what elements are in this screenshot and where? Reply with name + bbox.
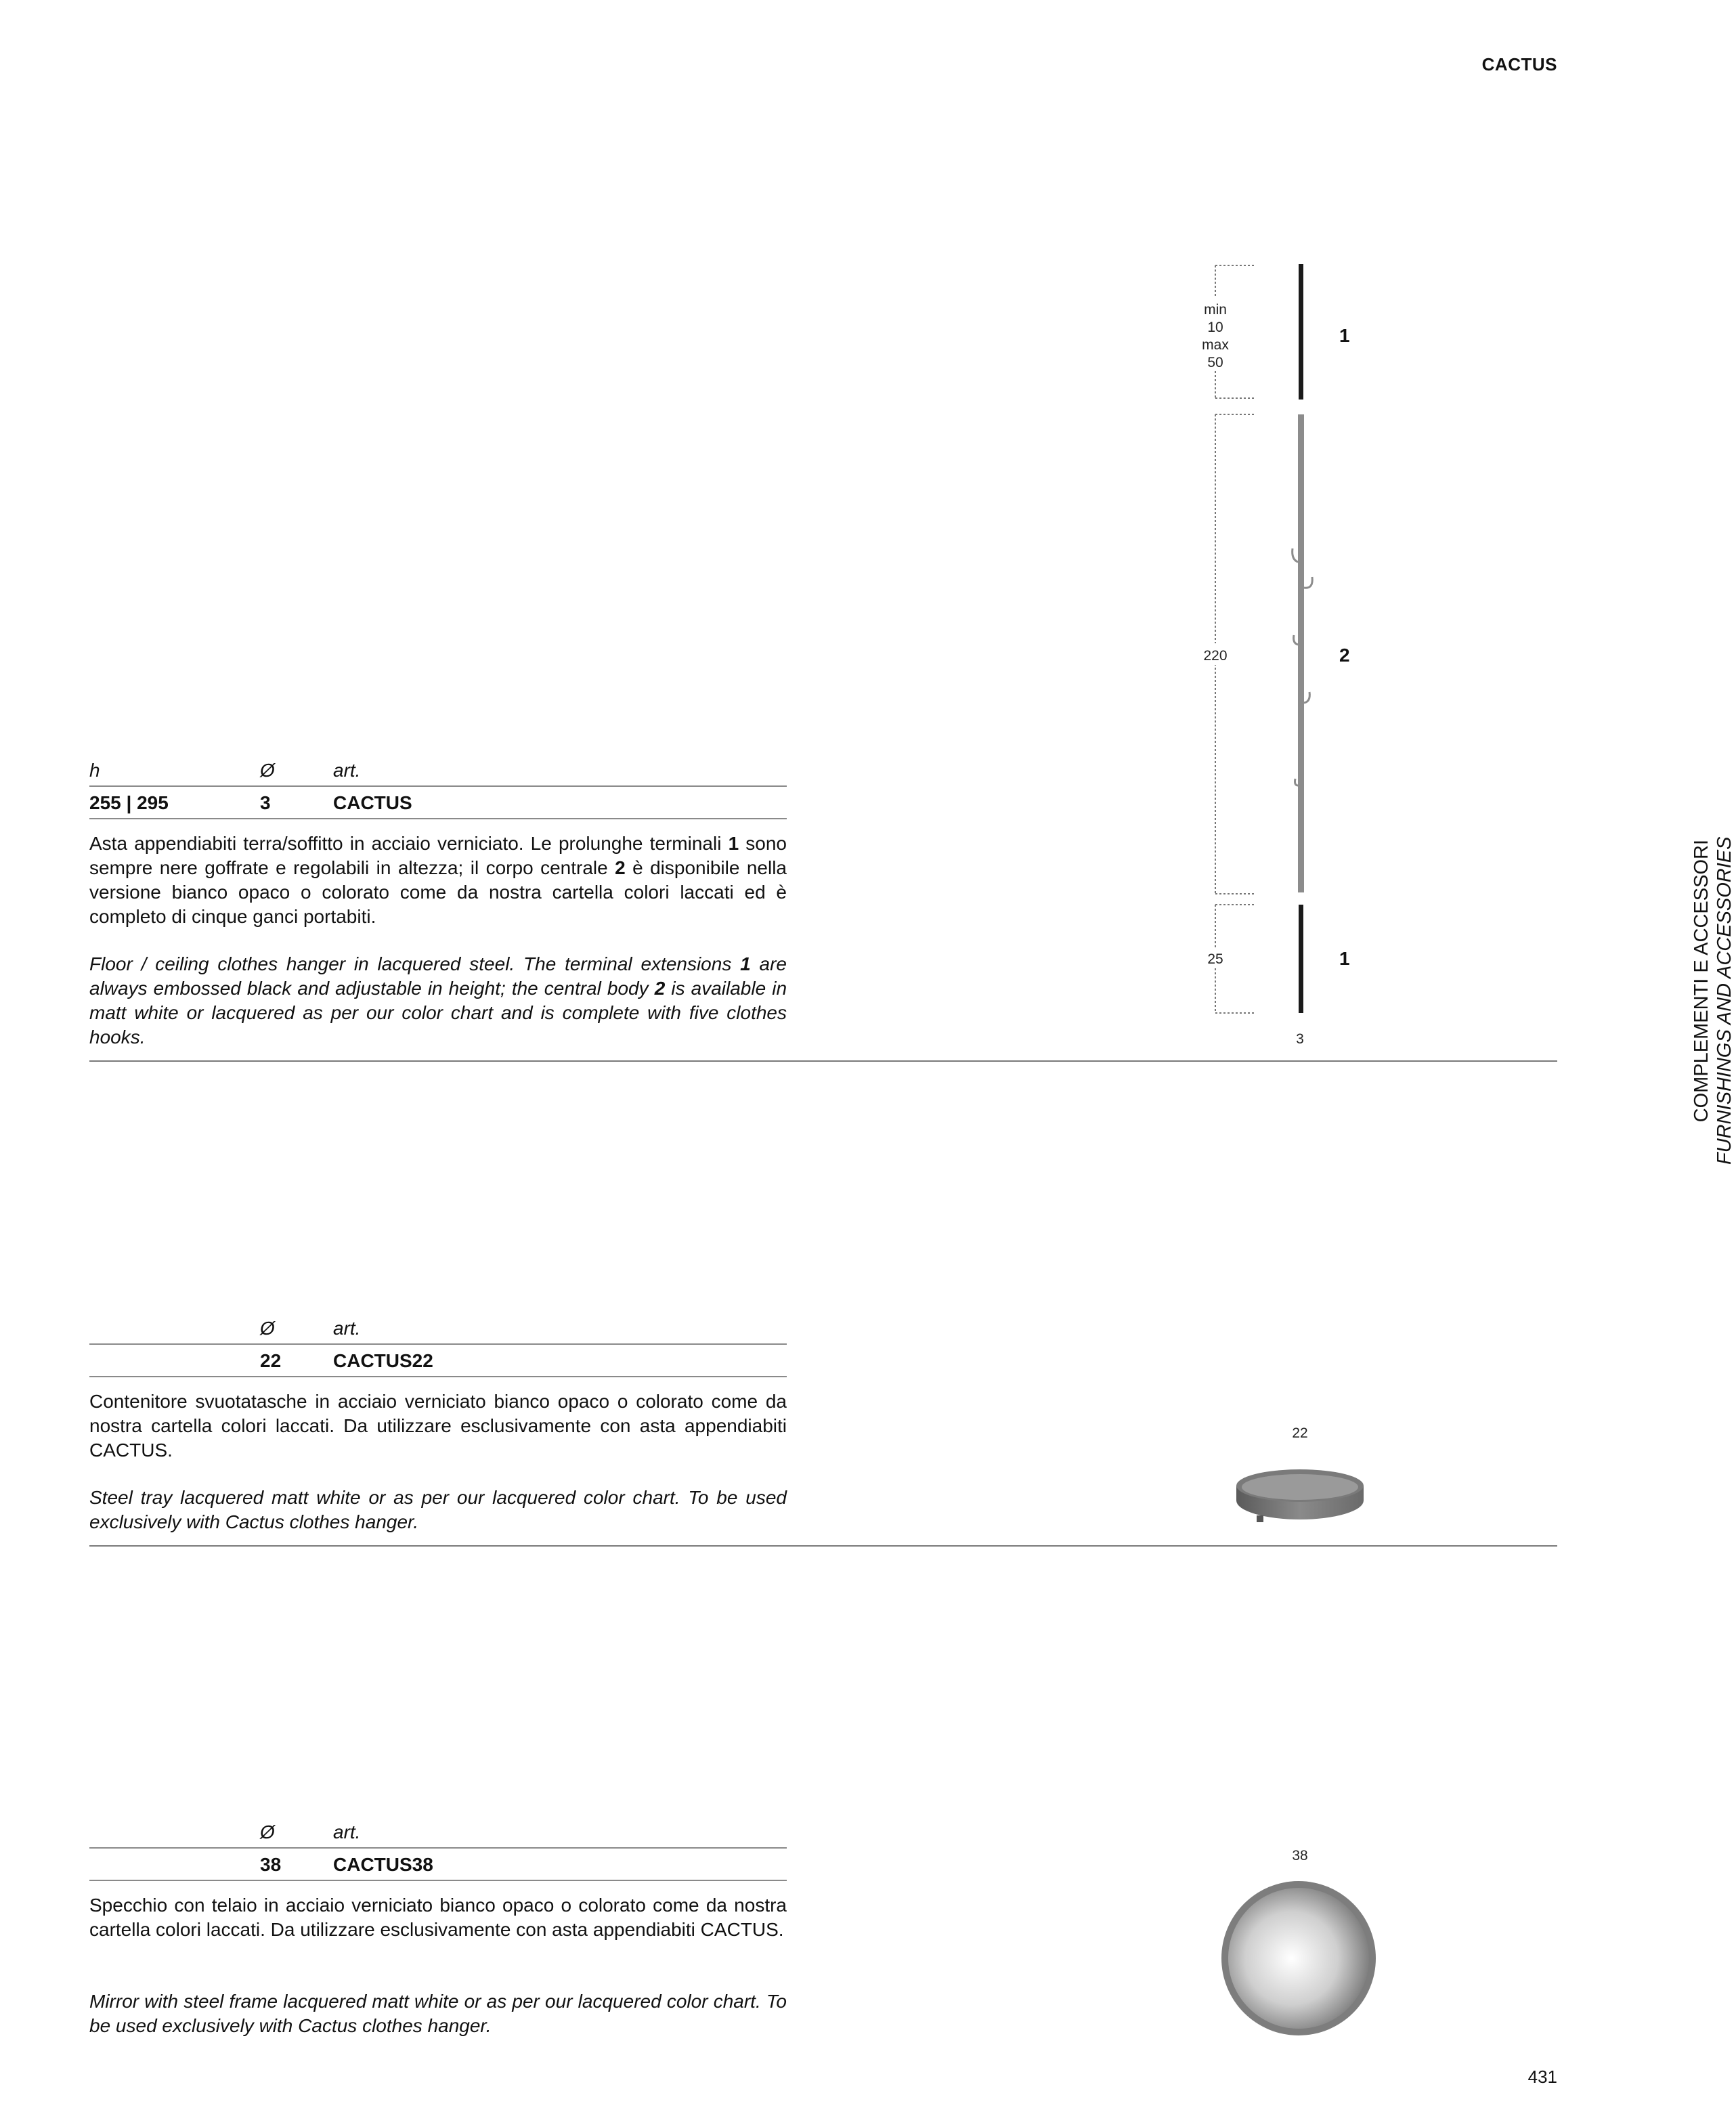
dim-label-middle: 220 xyxy=(1192,647,1239,665)
spec-value-diameter: 3 xyxy=(260,792,271,813)
spec-value-art: CACTUS38 xyxy=(333,1854,433,1875)
description-english: Mirror with steel frame lacquered matt white or as per our lacquered color chart. To be used exclusively with Cactus clothes hanger. xyxy=(89,1991,787,2036)
spec-header-diameter: Ø xyxy=(260,760,275,781)
spec-divider xyxy=(89,785,787,787)
dim-label-mirror: 38 xyxy=(1292,1848,1308,1863)
part-number-bottom: 1 xyxy=(1339,948,1350,969)
description-english: Steel tray lacquered matt white or as per our lacquered color chart. To be used exclusively with Cactus clothes hanger. xyxy=(89,1487,787,1532)
spec-divider xyxy=(89,1376,787,1377)
spec-divider xyxy=(89,818,787,819)
page-title: CACTUS xyxy=(1481,54,1557,74)
spec-header-h: h xyxy=(89,760,100,781)
part-number-top: 1 xyxy=(1339,325,1350,346)
spec-header-art: art. xyxy=(333,1318,361,1339)
spec-divider xyxy=(89,1343,787,1345)
part-number-middle: 2 xyxy=(1339,645,1350,666)
spec-value-diameter: 38 xyxy=(260,1854,282,1875)
section-label-en: FURNISHINGS AND ACCESSORIES xyxy=(1714,836,1735,1165)
spec-value-art: CACTUS22 xyxy=(333,1350,433,1371)
spec-header-diameter: Ø xyxy=(260,1318,275,1339)
central-body-bar xyxy=(1298,414,1304,892)
spec-value-h: 255 | 295 xyxy=(89,792,169,813)
dim-label-tray: 22 xyxy=(1292,1425,1308,1441)
spec-divider xyxy=(89,1880,787,1881)
spec-value-diameter: 22 xyxy=(260,1350,282,1371)
description-italian: Specchio con telaio in acciaio verniciato bianco opaco o colorato come da nostra cartella colori laccati. Da utilizzare esclusivamente con asta appendiabiti CACTUS. xyxy=(89,1895,787,1940)
dim-label-top: min 10 max 50 xyxy=(1202,302,1229,370)
spec-divider xyxy=(89,1847,787,1849)
tray-illustration xyxy=(1225,1463,1374,1530)
description-italian: Asta appendiabiti terra/soffitto in acciaio verniciato. Le prolunghe terminali 1 sono sempre nere goffrate e regolabili in altezza; il corpo centrale 2 è disponibile nella versione bianco opaco o colorato come da nostra cartella colori laccati ed è completo di cinque ganci portabiti. xyxy=(89,833,787,927)
page-number: 431 xyxy=(1527,2067,1557,2087)
spec-header-art: art. xyxy=(333,1821,361,1842)
section-label-it: COMPLEMENTI E ACCESSORI xyxy=(1691,840,1712,1123)
section-divider xyxy=(89,1060,1557,1062)
description-english: Floor / ceiling clothes hanger in lacquered steel. The terminal extensions 1 are always embossed black and adjustable in height; the central body 2 is available in matt white or lacquered as per our color chart and is complete with five clothes hooks. xyxy=(89,953,787,1048)
dimension-brackets xyxy=(1215,265,1254,1013)
dim-label-width: 3 xyxy=(1296,1031,1304,1047)
mirror-illustration xyxy=(1217,1877,1380,2040)
dim-label-bottom: 25 xyxy=(1192,951,1239,968)
bottom-extension-bar xyxy=(1299,905,1303,1013)
top-extension-bar xyxy=(1299,264,1303,400)
spec-header-diameter: Ø xyxy=(260,1821,275,1842)
section-divider xyxy=(89,1545,1557,1547)
spec-value-art: CACTUS xyxy=(333,792,412,813)
spec-header-art: art. xyxy=(333,760,361,781)
section-side-label xyxy=(1690,836,1736,1165)
description-italian: Contenitore svuotatasche in acciaio verniciato bianco opaco o colorato come da nostra cartella colori laccati. Da utilizzare esclusivamente con asta appendiabiti CACTUS. xyxy=(89,1391,787,1461)
